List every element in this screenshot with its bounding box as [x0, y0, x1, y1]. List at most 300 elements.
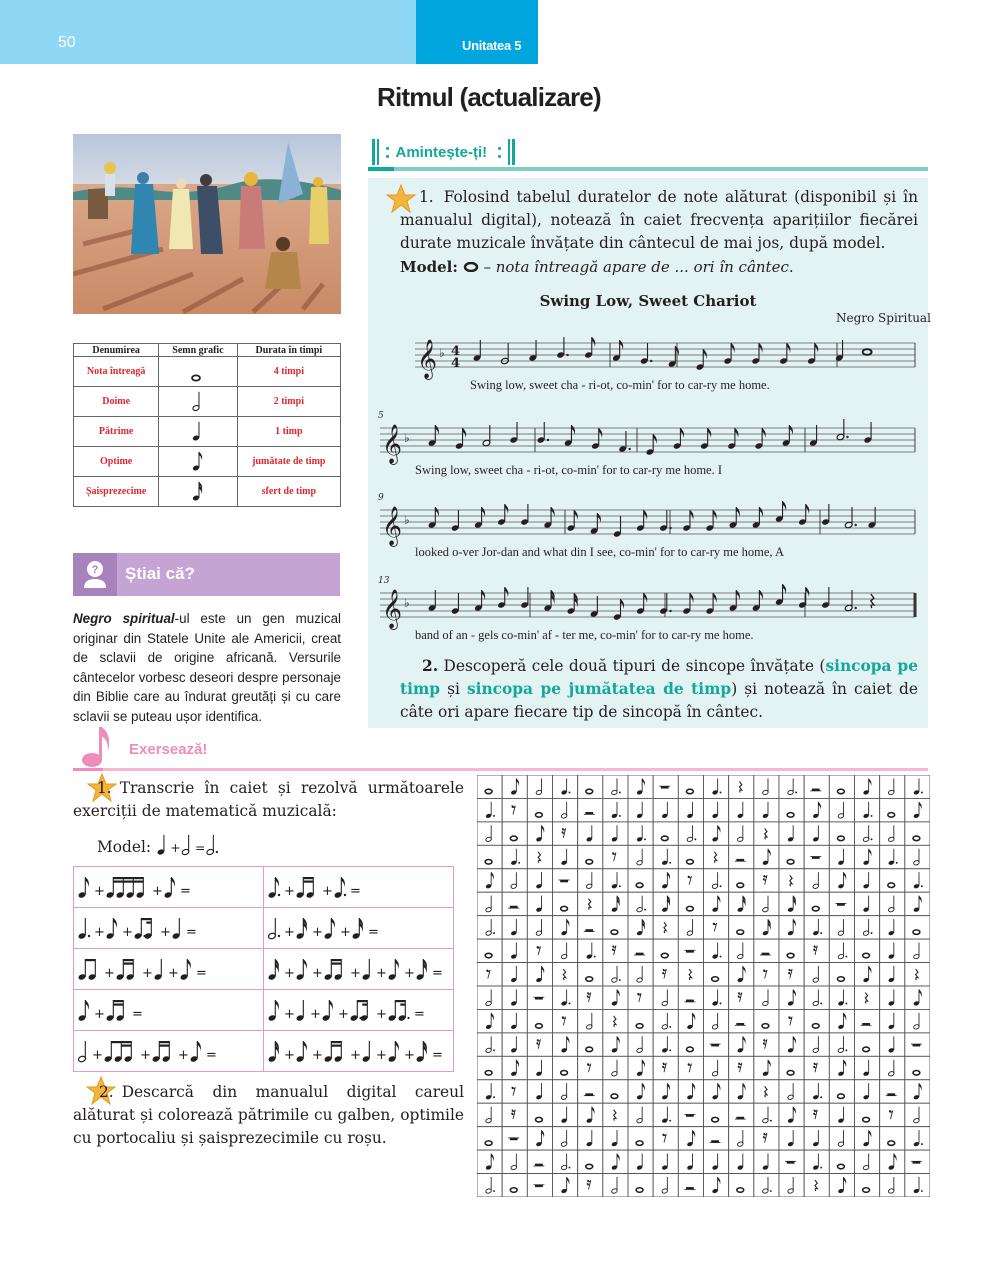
grid-cell[interactable]	[603, 869, 628, 892]
grid-cell[interactable]	[704, 986, 729, 1009]
grid-cell[interactable]	[578, 1127, 603, 1150]
grid-cell[interactable]	[855, 963, 880, 986]
grid-cell[interactable]	[855, 869, 880, 892]
grid-cell[interactable]	[527, 1127, 552, 1150]
grid-cell[interactable]	[553, 775, 578, 798]
grid-cell[interactable]	[628, 845, 653, 868]
grid-cell[interactable]	[603, 1150, 628, 1173]
grid-cell[interactable]	[603, 1127, 628, 1150]
grid-cell[interactable]	[477, 1127, 502, 1150]
grid-cell[interactable]	[553, 963, 578, 986]
grid-cell[interactable]	[527, 916, 552, 939]
grid-cell[interactable]	[779, 775, 804, 798]
grid-cell[interactable]	[578, 939, 603, 962]
grid-cell[interactable]	[779, 869, 804, 892]
grid-cell[interactable]	[628, 869, 653, 892]
grid-cell[interactable]	[880, 1127, 905, 1150]
grid-cell[interactable]	[603, 963, 628, 986]
grid-cell[interactable]	[527, 1056, 552, 1079]
grid-cell[interactable]	[905, 1127, 930, 1150]
grid-cell[interactable]	[905, 1033, 930, 1056]
grid-cell[interactable]	[905, 1150, 930, 1173]
grid-cell[interactable]	[729, 845, 754, 868]
grid-cell[interactable]	[704, 963, 729, 986]
grid-cell[interactable]	[804, 869, 829, 892]
grid-cell[interactable]	[880, 869, 905, 892]
grid-cell[interactable]	[553, 1056, 578, 1079]
grid-cell[interactable]	[502, 892, 527, 915]
grid-cell[interactable]	[905, 775, 930, 798]
grid-cell[interactable]	[553, 1127, 578, 1150]
grid-cell[interactable]	[754, 963, 779, 986]
grid-cell[interactable]	[653, 892, 678, 915]
grid-cell[interactable]	[678, 963, 703, 986]
grid-cell[interactable]	[855, 1103, 880, 1126]
grid-cell[interactable]	[729, 1150, 754, 1173]
grid-cell[interactable]	[804, 939, 829, 962]
grid-cell[interactable]	[628, 916, 653, 939]
grid-cell[interactable]	[527, 1150, 552, 1173]
grid-cell[interactable]	[527, 775, 552, 798]
grid-cell[interactable]	[678, 1103, 703, 1126]
grid-cell[interactable]	[754, 1033, 779, 1056]
grid-cell[interactable]	[754, 845, 779, 868]
grid-cell[interactable]	[653, 1127, 678, 1150]
grid-cell[interactable]	[628, 963, 653, 986]
grid-cell[interactable]	[855, 939, 880, 962]
grid-cell[interactable]	[653, 1080, 678, 1103]
grid-cell[interactable]	[578, 1009, 603, 1032]
grid-cell[interactable]	[678, 869, 703, 892]
grid-cell[interactable]	[553, 869, 578, 892]
grid-cell[interactable]	[829, 845, 854, 868]
grid-cell[interactable]	[729, 798, 754, 821]
grid-cell[interactable]	[729, 1127, 754, 1150]
grid-cell[interactable]	[578, 963, 603, 986]
grid-cell[interactable]	[578, 1080, 603, 1103]
grid-cell[interactable]	[829, 1103, 854, 1126]
grid-cell[interactable]	[578, 1150, 603, 1173]
grid-cell[interactable]	[804, 892, 829, 915]
grid-cell[interactable]	[829, 1150, 854, 1173]
grid-cell[interactable]	[653, 963, 678, 986]
grid-cell[interactable]	[880, 1009, 905, 1032]
grid-cell[interactable]	[704, 869, 729, 892]
grid-cell[interactable]	[603, 1080, 628, 1103]
grid-cell[interactable]	[804, 1056, 829, 1079]
grid-cell[interactable]	[553, 916, 578, 939]
grid-cell[interactable]	[804, 1009, 829, 1032]
grid-cell[interactable]	[704, 1174, 729, 1197]
grid-cell[interactable]	[729, 1103, 754, 1126]
grid-cell[interactable]	[905, 892, 930, 915]
grid-cell[interactable]	[477, 1080, 502, 1103]
grid-cell[interactable]	[527, 869, 552, 892]
grid-cell[interactable]	[829, 1127, 854, 1150]
grid-cell[interactable]	[829, 1174, 854, 1197]
grid-cell[interactable]	[855, 1150, 880, 1173]
grid-cell[interactable]	[502, 798, 527, 821]
grid-cell[interactable]	[553, 892, 578, 915]
grid-cell[interactable]	[729, 1033, 754, 1056]
grid-cell[interactable]	[855, 822, 880, 845]
grid-cell[interactable]	[829, 939, 854, 962]
grid-cell[interactable]	[829, 1080, 854, 1103]
grid-cell[interactable]	[502, 1103, 527, 1126]
grid-cell[interactable]	[880, 892, 905, 915]
grid-cell[interactable]	[477, 963, 502, 986]
grid-cell[interactable]	[502, 1150, 527, 1173]
grid-cell[interactable]	[578, 916, 603, 939]
grid-cell[interactable]	[553, 1103, 578, 1126]
grid-cell[interactable]	[477, 845, 502, 868]
grid-cell[interactable]	[553, 1080, 578, 1103]
grid-cell[interactable]	[678, 1174, 703, 1197]
grid-cell[interactable]	[754, 775, 779, 798]
grid-cell[interactable]	[779, 1127, 804, 1150]
grid-cell[interactable]	[678, 798, 703, 821]
grid-cell[interactable]	[502, 916, 527, 939]
grid-cell[interactable]	[880, 939, 905, 962]
grid-cell[interactable]	[553, 822, 578, 845]
grid-cell[interactable]	[553, 845, 578, 868]
grid-cell[interactable]	[578, 1033, 603, 1056]
grid-cell[interactable]	[628, 1009, 653, 1032]
grid-cell[interactable]	[729, 963, 754, 986]
grid-cell[interactable]	[678, 916, 703, 939]
grid-cell[interactable]	[578, 775, 603, 798]
grid-cell[interactable]	[905, 1080, 930, 1103]
grid-cell[interactable]	[905, 798, 930, 821]
grid-cell[interactable]	[729, 1056, 754, 1079]
grid-cell[interactable]	[628, 892, 653, 915]
grid-cell[interactable]	[603, 1009, 628, 1032]
grid-cell[interactable]	[678, 1033, 703, 1056]
grid-cell[interactable]	[855, 1127, 880, 1150]
grid-cell[interactable]	[653, 1009, 678, 1032]
grid-cell[interactable]	[502, 1033, 527, 1056]
grid-cell[interactable]	[779, 892, 804, 915]
grid-cell[interactable]	[578, 1174, 603, 1197]
grid-cell[interactable]	[477, 916, 502, 939]
grid-cell[interactable]	[628, 1103, 653, 1126]
grid-cell[interactable]	[653, 775, 678, 798]
grid-cell[interactable]	[653, 939, 678, 962]
grid-cell[interactable]	[880, 986, 905, 1009]
grid-cell[interactable]	[603, 1033, 628, 1056]
grid-cell[interactable]	[905, 1174, 930, 1197]
grid-cell[interactable]	[553, 1150, 578, 1173]
grid-cell[interactable]	[905, 916, 930, 939]
grid-cell[interactable]	[678, 892, 703, 915]
grid-cell[interactable]	[578, 892, 603, 915]
grid-cell[interactable]	[603, 1174, 628, 1197]
grid-cell[interactable]	[678, 1009, 703, 1032]
grid-cell[interactable]	[502, 1127, 527, 1150]
grid-cell[interactable]	[502, 1056, 527, 1079]
grid-cell[interactable]	[477, 986, 502, 1009]
grid-cell[interactable]	[754, 1009, 779, 1032]
grid-cell[interactable]	[804, 1103, 829, 1126]
grid-cell[interactable]	[779, 1056, 804, 1079]
grid-cell[interactable]	[527, 1009, 552, 1032]
grid-cell[interactable]	[754, 869, 779, 892]
grid-cell[interactable]	[880, 845, 905, 868]
grid-cell[interactable]	[779, 986, 804, 1009]
grid-cell[interactable]	[628, 775, 653, 798]
grid-cell[interactable]	[603, 986, 628, 1009]
grid-cell[interactable]	[729, 1009, 754, 1032]
grid-cell[interactable]	[578, 1056, 603, 1079]
grid-cell[interactable]	[477, 775, 502, 798]
grid-cell[interactable]	[678, 939, 703, 962]
grid-cell[interactable]	[678, 1056, 703, 1079]
grid-cell[interactable]	[754, 1103, 779, 1126]
grid-cell[interactable]	[653, 916, 678, 939]
grid-cell[interactable]	[729, 775, 754, 798]
grid-cell[interactable]	[754, 892, 779, 915]
grid-cell[interactable]	[779, 1103, 804, 1126]
grid-cell[interactable]	[855, 1033, 880, 1056]
grid-cell[interactable]	[578, 1103, 603, 1126]
grid-cell[interactable]	[502, 1174, 527, 1197]
grid-cell[interactable]	[628, 1080, 653, 1103]
grid-cell[interactable]	[779, 1009, 804, 1032]
grid-cell[interactable]	[603, 1103, 628, 1126]
grid-cell[interactable]	[502, 775, 527, 798]
grid-cell[interactable]	[779, 845, 804, 868]
grid-cell[interactable]	[704, 892, 729, 915]
grid-cell[interactable]	[704, 1150, 729, 1173]
grid-cell[interactable]	[527, 939, 552, 962]
grid-cell[interactable]	[855, 916, 880, 939]
grid-cell[interactable]	[477, 892, 502, 915]
grid-cell[interactable]	[477, 1174, 502, 1197]
grid-cell[interactable]	[880, 822, 905, 845]
grid-cell[interactable]	[829, 822, 854, 845]
grid-cell[interactable]	[628, 1127, 653, 1150]
grid-cell[interactable]	[653, 1103, 678, 1126]
grid-cell[interactable]	[678, 986, 703, 1009]
grid-cell[interactable]	[477, 869, 502, 892]
grid-cell[interactable]	[829, 869, 854, 892]
grid-cell[interactable]	[628, 1150, 653, 1173]
grid-cell[interactable]	[804, 1127, 829, 1150]
grid-cell[interactable]	[905, 869, 930, 892]
grid-cell[interactable]	[603, 775, 628, 798]
grid-cell[interactable]	[754, 1127, 779, 1150]
grid-cell[interactable]	[804, 798, 829, 821]
grid-cell[interactable]	[477, 798, 502, 821]
grid-cell[interactable]	[678, 1150, 703, 1173]
grid-cell[interactable]	[704, 1127, 729, 1150]
grid-cell[interactable]	[729, 822, 754, 845]
grid-cell[interactable]	[880, 1103, 905, 1126]
grid-cell[interactable]	[527, 986, 552, 1009]
grid-cell[interactable]	[754, 798, 779, 821]
grid-cell[interactable]	[905, 1103, 930, 1126]
grid-cell[interactable]	[578, 822, 603, 845]
grid-cell[interactable]	[880, 775, 905, 798]
grid-cell[interactable]	[855, 986, 880, 1009]
grid-cell[interactable]	[829, 916, 854, 939]
grid-cell[interactable]	[653, 1033, 678, 1056]
grid-cell[interactable]	[704, 775, 729, 798]
grid-cell[interactable]	[729, 1080, 754, 1103]
grid-cell[interactable]	[779, 822, 804, 845]
grid-cell[interactable]	[880, 963, 905, 986]
grid-cell[interactable]	[527, 822, 552, 845]
grid-cell[interactable]	[880, 798, 905, 821]
grid-cell[interactable]	[729, 939, 754, 962]
grid-cell[interactable]	[477, 1009, 502, 1032]
grid-cell[interactable]	[578, 869, 603, 892]
grid-cell[interactable]	[880, 1080, 905, 1103]
grid-cell[interactable]	[804, 1174, 829, 1197]
grid-cell[interactable]	[704, 1103, 729, 1126]
grid-cell[interactable]	[779, 1033, 804, 1056]
grid-cell[interactable]	[477, 1103, 502, 1126]
grid-cell[interactable]	[905, 822, 930, 845]
grid-cell[interactable]	[905, 986, 930, 1009]
grid-cell[interactable]	[704, 798, 729, 821]
grid-cell[interactable]	[628, 1033, 653, 1056]
grid-cell[interactable]	[553, 939, 578, 962]
grid-cell[interactable]	[855, 892, 880, 915]
grid-cell[interactable]	[855, 845, 880, 868]
grid-cell[interactable]	[880, 1056, 905, 1079]
grid-cell[interactable]	[603, 1056, 628, 1079]
grid-cell[interactable]	[804, 1033, 829, 1056]
grid-cell[interactable]	[729, 892, 754, 915]
grid-cell[interactable]	[477, 939, 502, 962]
grid-cell[interactable]	[527, 798, 552, 821]
grid-cell[interactable]	[553, 1033, 578, 1056]
grid-cell[interactable]	[829, 1033, 854, 1056]
grid-cell[interactable]	[553, 1174, 578, 1197]
grid-cell[interactable]	[905, 1009, 930, 1032]
grid-cell[interactable]	[603, 845, 628, 868]
grid-cell[interactable]	[804, 845, 829, 868]
grid-cell[interactable]	[527, 1174, 552, 1197]
grid-cell[interactable]	[754, 1150, 779, 1173]
grid-cell[interactable]	[779, 798, 804, 821]
grid-cell[interactable]	[653, 822, 678, 845]
grid-cell[interactable]	[829, 986, 854, 1009]
grid-cell[interactable]	[603, 939, 628, 962]
grid-cell[interactable]	[855, 1080, 880, 1103]
grid-cell[interactable]	[527, 1033, 552, 1056]
grid-cell[interactable]	[704, 822, 729, 845]
grid-cell[interactable]	[678, 775, 703, 798]
grid-cell[interactable]	[729, 869, 754, 892]
grid-cell[interactable]	[704, 916, 729, 939]
grid-cell[interactable]	[754, 916, 779, 939]
grid-cell[interactable]	[527, 845, 552, 868]
grid-cell[interactable]	[628, 939, 653, 962]
grid-cell[interactable]	[502, 822, 527, 845]
grid-cell[interactable]	[653, 1056, 678, 1079]
grid-cell[interactable]	[502, 986, 527, 1009]
grid-cell[interactable]	[779, 963, 804, 986]
grid-cell[interactable]	[553, 798, 578, 821]
grid-cell[interactable]	[905, 963, 930, 986]
grid-cell[interactable]	[653, 845, 678, 868]
grid-cell[interactable]	[754, 822, 779, 845]
grid-cell[interactable]	[754, 1174, 779, 1197]
grid-cell[interactable]	[653, 1150, 678, 1173]
grid-cell[interactable]	[729, 916, 754, 939]
grid-cell[interactable]	[628, 986, 653, 1009]
grid-cell[interactable]	[829, 1009, 854, 1032]
grid-cell[interactable]	[578, 845, 603, 868]
grid-cell[interactable]	[653, 986, 678, 1009]
grid-cell[interactable]	[829, 798, 854, 821]
grid-cell[interactable]	[905, 845, 930, 868]
grid-cell[interactable]	[502, 963, 527, 986]
grid-cell[interactable]	[804, 775, 829, 798]
grid-cell[interactable]	[678, 822, 703, 845]
grid-cell[interactable]	[804, 822, 829, 845]
grid-cell[interactable]	[527, 1080, 552, 1103]
grid-cell[interactable]	[502, 1009, 527, 1032]
grid-cell[interactable]	[905, 1056, 930, 1079]
grid-cell[interactable]	[628, 822, 653, 845]
grid-cell[interactable]	[704, 1009, 729, 1032]
grid-cell[interactable]	[678, 1080, 703, 1103]
grid-cell[interactable]	[704, 845, 729, 868]
grid-cell[interactable]	[603, 822, 628, 845]
grid-cell[interactable]	[855, 1009, 880, 1032]
grid-cell[interactable]	[578, 986, 603, 1009]
grid-cell[interactable]	[477, 1033, 502, 1056]
grid-cell[interactable]	[628, 798, 653, 821]
grid-cell[interactable]	[880, 916, 905, 939]
grid-cell[interactable]	[502, 845, 527, 868]
grid-cell[interactable]	[477, 822, 502, 845]
grid-cell[interactable]	[527, 963, 552, 986]
grid-cell[interactable]	[628, 1056, 653, 1079]
grid-cell[interactable]	[704, 939, 729, 962]
grid-cell[interactable]	[603, 798, 628, 821]
grid-cell[interactable]	[804, 986, 829, 1009]
grid-cell[interactable]	[527, 1103, 552, 1126]
grid-cell[interactable]	[603, 892, 628, 915]
grid-cell[interactable]	[553, 986, 578, 1009]
grid-cell[interactable]	[754, 1080, 779, 1103]
grid-cell[interactable]	[779, 1150, 804, 1173]
grid-cell[interactable]	[653, 798, 678, 821]
grid-cell[interactable]	[729, 1174, 754, 1197]
grid-cell[interactable]	[804, 916, 829, 939]
grid-cell[interactable]	[779, 916, 804, 939]
grid-cell[interactable]	[729, 986, 754, 1009]
grid-cell[interactable]	[804, 1080, 829, 1103]
grid-cell[interactable]	[855, 798, 880, 821]
grid-cell[interactable]	[678, 845, 703, 868]
grid-cell[interactable]	[653, 1174, 678, 1197]
grid-cell[interactable]	[704, 1056, 729, 1079]
grid-cell[interactable]	[754, 1056, 779, 1079]
grid-cell[interactable]	[779, 1080, 804, 1103]
grid-cell[interactable]	[855, 1174, 880, 1197]
grid-cell[interactable]	[653, 869, 678, 892]
grid-cell[interactable]	[779, 939, 804, 962]
grid-cell[interactable]	[704, 1033, 729, 1056]
grid-cell[interactable]	[880, 1174, 905, 1197]
grid-cell[interactable]	[855, 1056, 880, 1079]
grid-cell[interactable]	[880, 1150, 905, 1173]
